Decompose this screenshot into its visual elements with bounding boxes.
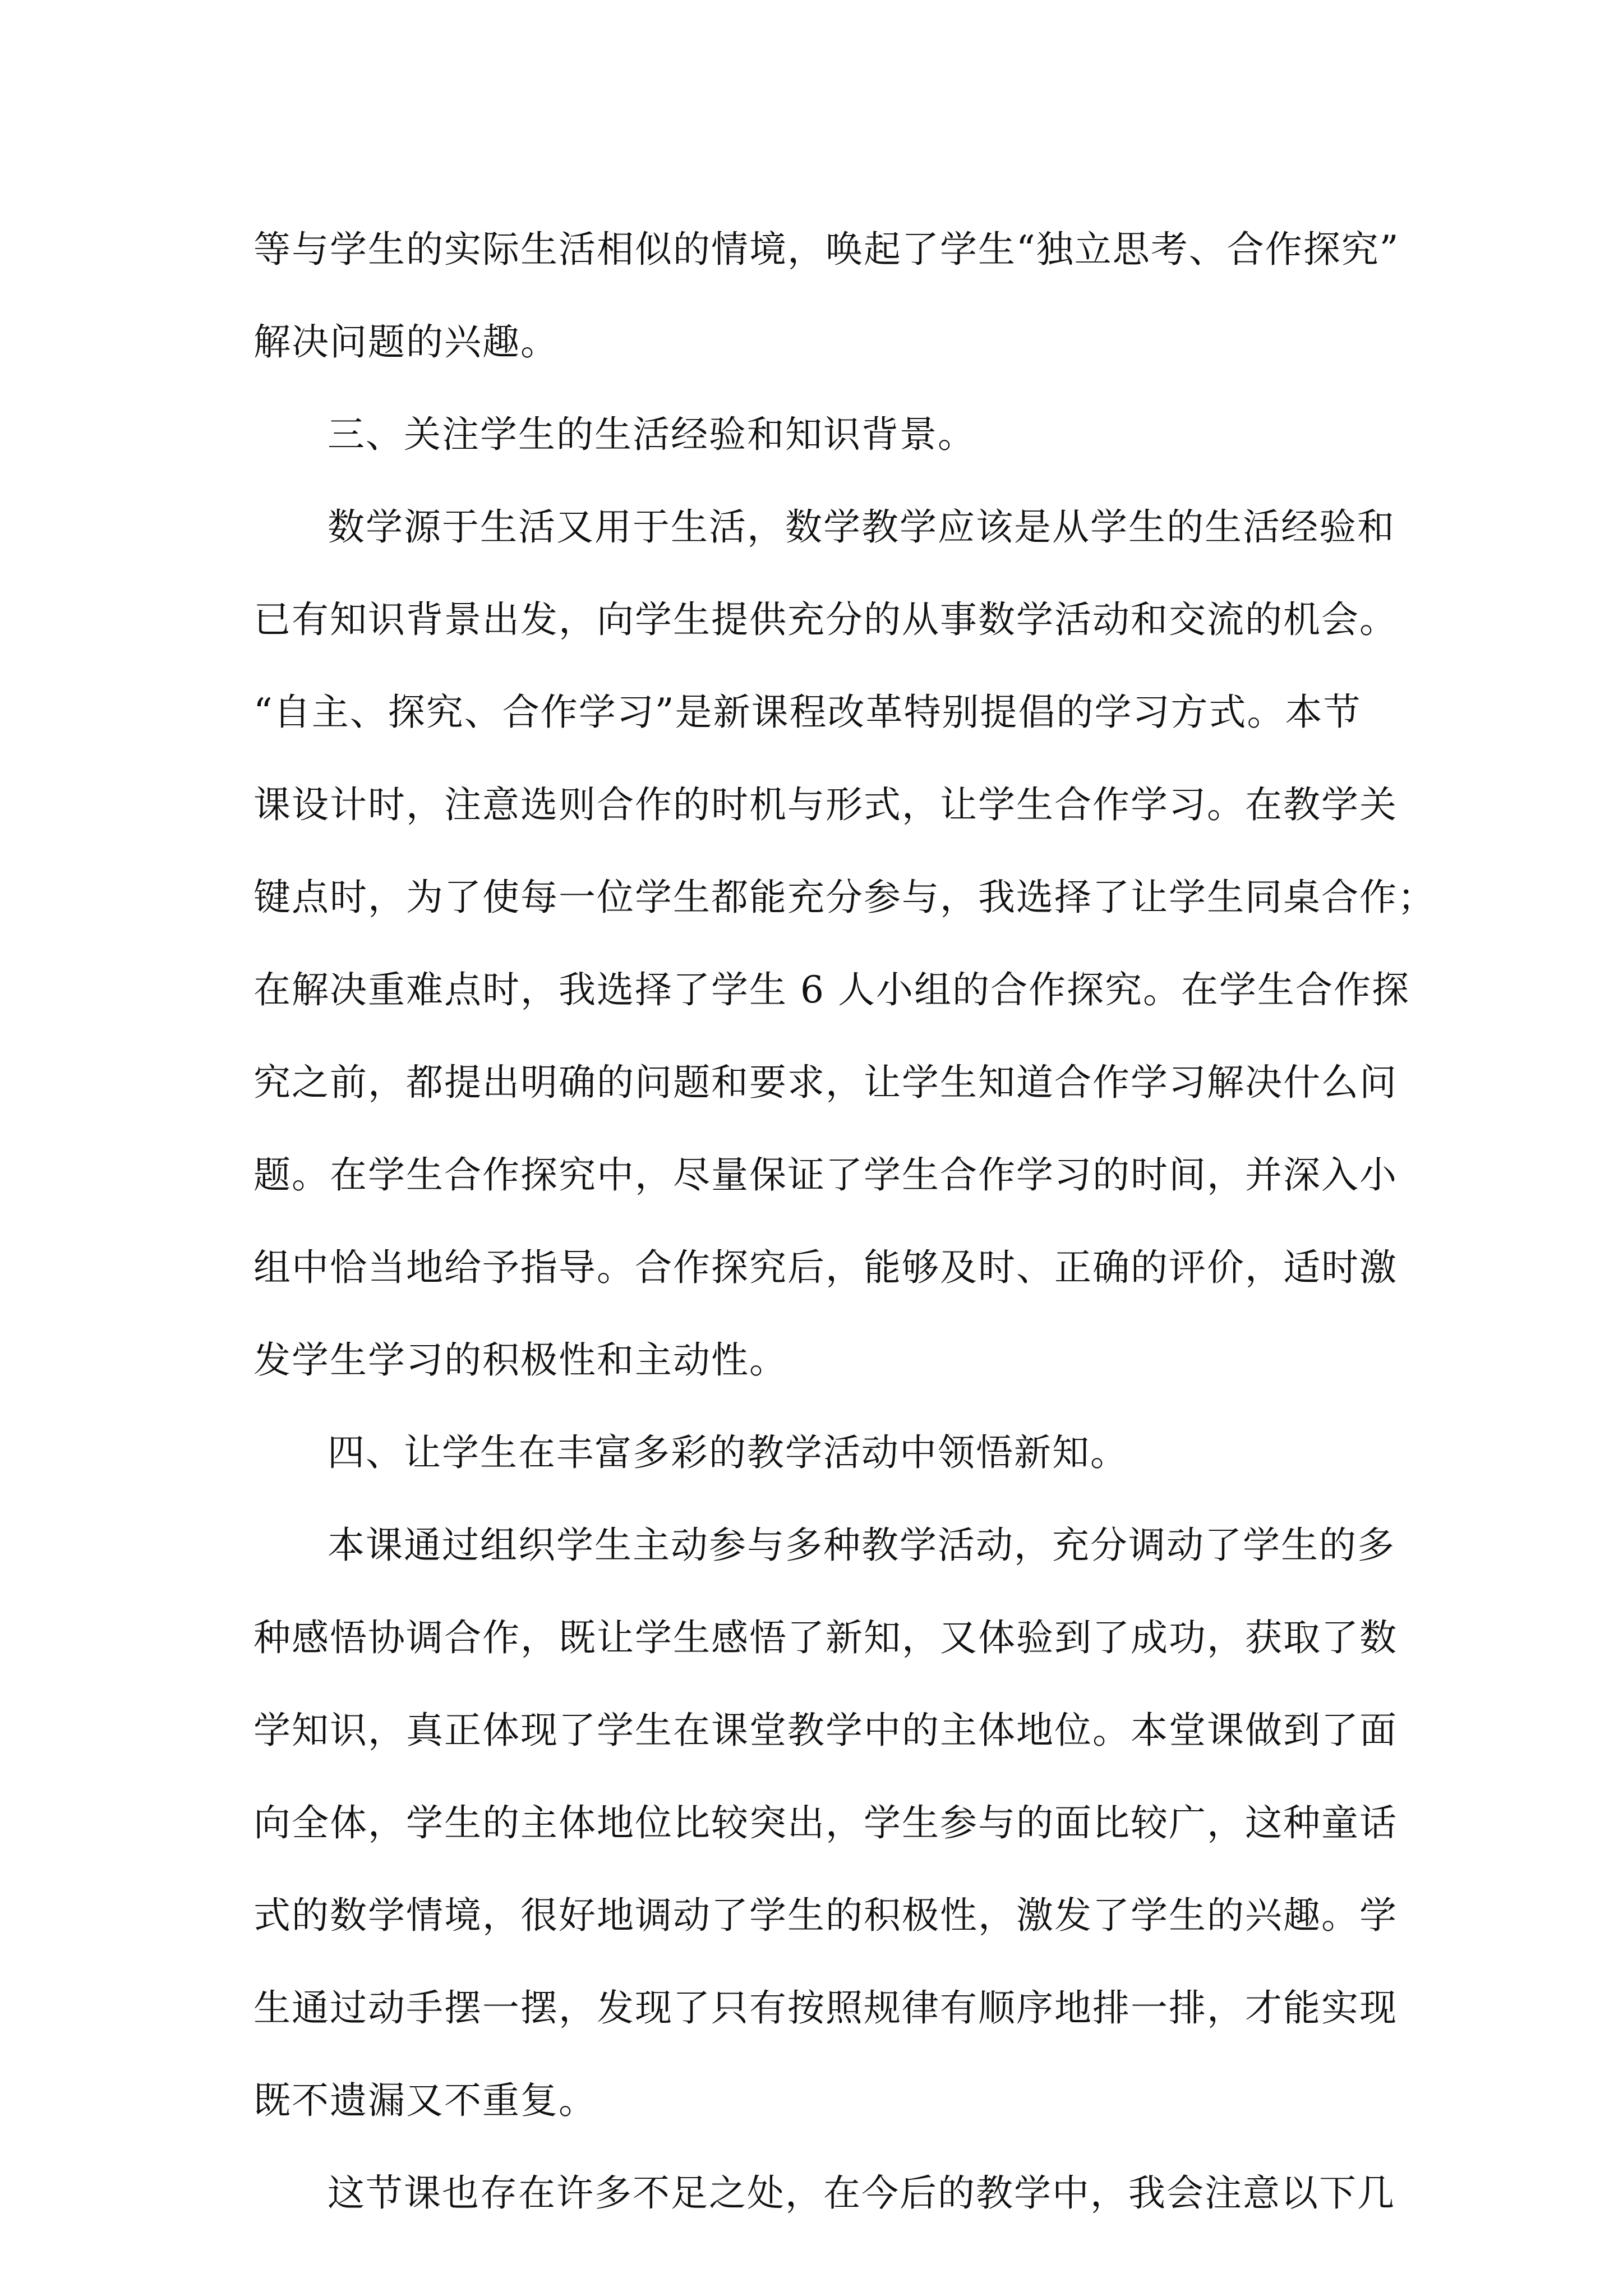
document-body xyxy=(253,203,1436,2239)
text-line: 发学生学习的积极性和主动性。 xyxy=(253,1338,787,1382)
text-line: “自主、探究、合作学习”是新课程改革特别提倡的学习方式。本节 xyxy=(253,691,1362,734)
text-line: 本课通过组织学生主动参与多种教学活动，充分调动了学生的多 xyxy=(328,1524,1395,1567)
text-line: 生通过动手摆一摆，发现了只有按照规律有顺序地排一排，才能实现 xyxy=(253,1986,1398,2030)
heading-text: 四、让学生在丰富多彩的教学活动中领悟新知。 xyxy=(328,1431,1128,1474)
text-line: 式的数学情境，很好地调动了学生的积极性，激发了学生的兴趣。学 xyxy=(253,1894,1398,1937)
text-line: 数学源于生活又用于生活，数学教学应该是从学生的生活经验和 xyxy=(328,505,1395,549)
text-line: 学知识，真正体现了学生在课堂教学中的主体地位。本堂课做到了面 xyxy=(253,1709,1398,1752)
text-line: 已有知识背景出发，向学生提供充分的从事数学活动和交流的机会。 xyxy=(253,598,1398,641)
text-line: 题。在学生合作探究中，尽量保证了学生合作学习的时间，并深入小 xyxy=(253,1153,1398,1197)
section-heading-4 xyxy=(253,1406,1398,1499)
text-line: 课设计时，注意选则合作的时机与形式，让学生合作学习。在教学关 xyxy=(253,783,1398,826)
paragraph-teaching-activities xyxy=(253,1499,1398,2147)
text-line: 组中恰当地给予指导。合作探究后，能够及时、正确的评价，适时激 xyxy=(253,1246,1398,1289)
text-line: 种感悟协调合作，既让学生感悟了新知，又体验到了成功，获取了数 xyxy=(253,1616,1398,1659)
heading-text: 三、关注学生的生活经验和知识背景。 xyxy=(328,413,976,456)
text-line: 这节课也存在许多不足之处，在今后的教学中，我会注意以下几 xyxy=(328,2171,1395,2215)
paragraph-continuation xyxy=(253,203,1398,388)
text-line: 在解决重难点时，我选择了学生 6 人小组的合作探究。在学生合作探 xyxy=(253,968,1410,1011)
text-line: 向全体，学生的主体地位比较突出，学生参与的面比较广，这种童话 xyxy=(253,1801,1398,1844)
paragraph-life-experience xyxy=(253,481,1436,1406)
text-line: 等与学生的实际生活相似的情境，唤起了学生“独立思考、合作探究” xyxy=(253,228,1400,271)
text-line: 解决问题的兴趣。 xyxy=(253,320,559,364)
text-line: 既不遗漏又不重复。 xyxy=(253,2079,597,2122)
paragraph-shortcomings xyxy=(253,2147,1398,2239)
text-line: 究之前，都提出明确的问题和要求，让学生知道合作学习解决什么问 xyxy=(253,1061,1398,1104)
text-line: 键点时，为了使每一位学生都能充分参与，我选择了让学生同桌合作； xyxy=(253,876,1436,919)
section-heading-3 xyxy=(253,388,1398,481)
